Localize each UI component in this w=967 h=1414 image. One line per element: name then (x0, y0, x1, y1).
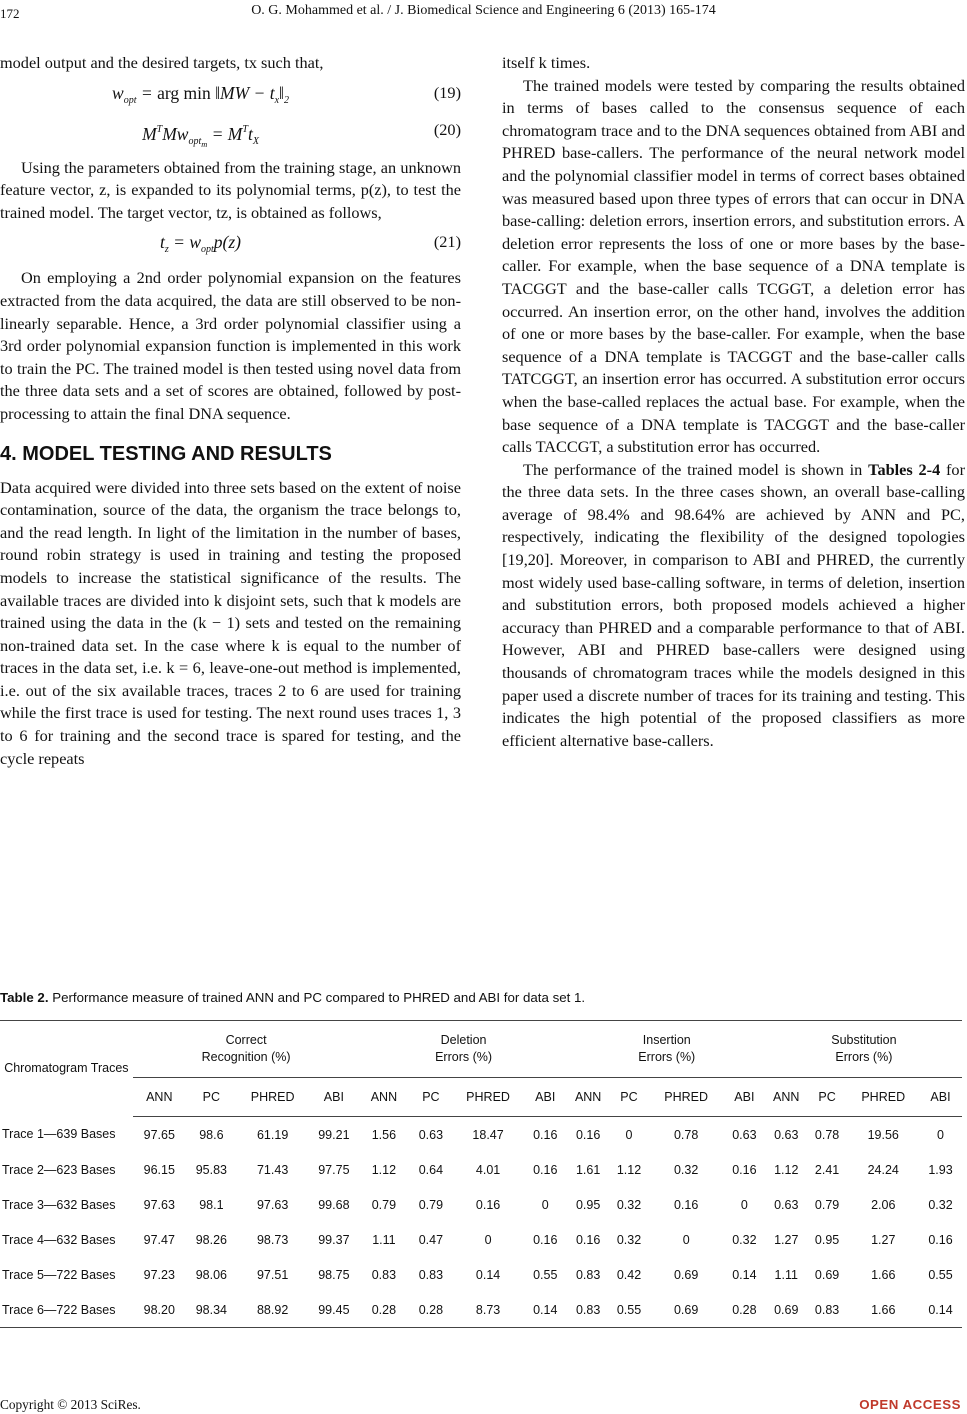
table-cell: 0 (682, 1232, 690, 1247)
table-cell: 0.28 (359, 1292, 408, 1328)
table-row (0, 1257, 962, 1292)
group-line: Recognition (%) (201, 1050, 291, 1064)
sub-header: PC (609, 1078, 650, 1117)
column-group-header (766, 1021, 962, 1078)
table-cell: 0.28 (723, 1292, 766, 1328)
table-row (0, 1222, 962, 1257)
table-cell: 0.16 (732, 1162, 757, 1177)
group-line: Insertion (642, 1033, 691, 1047)
table-cell: 0.14 (523, 1292, 568, 1328)
sub-header: ABI (523, 1078, 568, 1117)
trace-label: Trace 2—623 Bases (2, 1162, 116, 1177)
table-cell: 0.95 (575, 1197, 601, 1212)
group-line: Deletion (440, 1033, 487, 1047)
equation-number: (21) (433, 232, 461, 252)
table-cell: 1.27 (774, 1232, 799, 1247)
table-cell: 0.16 (475, 1197, 501, 1212)
table-cell: 2.41 (814, 1162, 840, 1177)
group-line: Correct (225, 1033, 267, 1047)
table-cell: 99.37 (318, 1232, 350, 1247)
table-cell: 1.66 (871, 1267, 896, 1282)
table-cell: 0.32 (673, 1162, 699, 1177)
table-cell: 0.63 (774, 1197, 799, 1212)
sub-header: PHRED (649, 1078, 723, 1117)
table-cell: 1.11 (774, 1267, 798, 1282)
open-access-label: OPEN ACCESS (859, 1397, 961, 1412)
table-cell: 98.06 (195, 1267, 227, 1282)
table-cell: 97.47 (143, 1232, 175, 1247)
table-cell: 0.32 (732, 1232, 757, 1247)
section-heading: 4. MODEL TESTING AND RESULTS (0, 442, 332, 465)
table-cell: 0.16 (928, 1232, 953, 1247)
equation-20 (0, 112, 461, 149)
equation-19 (0, 75, 461, 112)
group-line: Substitution (831, 1033, 897, 1047)
right-column (502, 52, 965, 752)
table-cell: 99.21 (318, 1127, 350, 1142)
table-row (0, 1117, 962, 1153)
trace-label: Trace 5—722 Bases (2, 1267, 116, 1282)
table-cell: 0.16 (575, 1232, 601, 1247)
table-cell: 97.63 (256, 1197, 289, 1212)
table-cell: 0.14 (475, 1267, 501, 1282)
group-line: Errors (%) (638, 1050, 696, 1064)
paragraph-text: The performance of the trained model is shown in (523, 459, 869, 479)
table-cell: 97.51 (256, 1267, 289, 1282)
table-cell: 0.32 (616, 1197, 642, 1212)
group-line: Errors (%) (835, 1050, 893, 1064)
sub-header: ABI (723, 1078, 766, 1117)
table-cell: 98.26 (195, 1232, 227, 1247)
table-cell: 0.78 (673, 1127, 699, 1142)
column-group-header (359, 1021, 567, 1078)
table-cell: 0.69 (814, 1267, 840, 1282)
table-cell: 98.75 (318, 1267, 350, 1282)
table-cell: 0.79 (418, 1197, 444, 1212)
table-cell: 97.75 (318, 1162, 350, 1177)
table-cell: 24.24 (867, 1162, 899, 1177)
table-cell: 0.63 (732, 1127, 757, 1142)
table-reference-link[interactable]: Tables 2-4 (868, 459, 941, 479)
table-cell: 18.47 (472, 1127, 504, 1142)
table-cell: 61.19 (256, 1127, 289, 1142)
results-table-container (0, 1020, 962, 1328)
equation-number: (19) (433, 82, 461, 102)
table-cell: 0 (937, 1127, 944, 1142)
table-cell: 0.69 (673, 1267, 699, 1282)
table-cell: 2.06 (871, 1197, 896, 1212)
table-body (0, 1117, 962, 1328)
sub-header: PHRED (453, 1078, 522, 1117)
paragraph: Data acquired were divided into three sets based on the extent of noise contamination, source of the data, the organism the trace belongs to, and the read length. In light of the limitation in the number of bases, round robin strategy is used in training and testing the proposed models to increase the statistical significance of the results. The available traces are divided into k disjoint sets, such that k models are trained using the data in the (k − 1) sets and tested on the remaining non-trained data set. In the case where k is equal to the number of traces in the data set, i.e. k = 6, leave-one-out method is implemented, i.e. out of the six available traces, traces 2 to 6 are used for training while the first trace is used for testing. The next round uses traces 1, 3 to 6 for training and the second trace is spared for testing, and the cycle repeats (0, 477, 461, 768)
table-cell: 0.42 (616, 1267, 642, 1282)
table-cell: 0.83 (371, 1267, 397, 1282)
table-cell: 1.11 (372, 1232, 396, 1247)
paragraph (502, 459, 965, 753)
copyright: Copyright © 2013 SciRes. (0, 1397, 141, 1412)
table-cell: 0.28 (408, 1292, 453, 1328)
trace-label: Trace 3—632 Bases (2, 1197, 116, 1212)
table-cell: 1.56 (371, 1127, 397, 1142)
table-cell: 96.15 (143, 1162, 175, 1177)
table-cell: 98.20 (133, 1292, 186, 1328)
paragraph: Using the parameters obtained from the training stage, an unknown feature vector, z, is expanded to its polynomial terms, p(z), to test the trained model. The target vector, tz, is obtained as follows, (0, 157, 461, 222)
table-cell: 0.63 (774, 1127, 799, 1142)
table-cell: 0.16 (575, 1127, 601, 1142)
table-cell: 0.63 (418, 1127, 444, 1142)
table-cell: 0.32 (928, 1197, 953, 1212)
table-cell: 0 (625, 1127, 633, 1142)
equation-expression: $M^TMw_{opt_m} = M^Tt_X$ (142, 123, 259, 149)
table-cell: 98.1 (199, 1197, 224, 1212)
sub-header: ABI (919, 1078, 962, 1117)
table-cell: 0.78 (814, 1127, 840, 1142)
table-cell: 1.61 (575, 1162, 601, 1177)
table-cell: 71.43 (256, 1162, 289, 1177)
table-caption (0, 990, 585, 1005)
paragraph: itself k times. (502, 53, 591, 72)
paragraph: The trained models were tested by comparing the results obtained in terms of bases called to the consensus sequence of each chromatogram trace and to the DNA sequences obtained from ABI and PHRED base-callers. The performance of the neural network model and the polynomial classifier model in terms of correct bases obtained was measured based upon three types of errors that can occur in DNA base-calling: deletion errors, insertion errors, and substitution errors. A deletion error represents the loss of one or more bases by the base-caller. For example, when the base sequence of a DNA template is TACGGT and the base-caller calls TCGGT, a deletion error has occurred. An insertion error, on the other hand, involves the addition of one or more bases by the base-caller. For example, when the base sequence of a DNA template is TACGGT and the base-caller calls TATCGGT, an insertion error has occurred. A substitution error occurs when the base-called replaces the actual base. For example, when the base sequence of a DNA template is TACGGT and the base-caller calls TACCGT, a substitution error has occurred. (502, 75, 965, 457)
table-cell: 0.32 (616, 1232, 642, 1247)
paragraph: On employing a 2nd order polynomial expansion on the features extracted from the data acquired, the data are still observed to be non-linearly separable. Hence, a 3rd order polynomial classifier using a 3rd order polynomial expansion function is implemented in this work to train the PC. The trained model is then tested using novel data from the three data sets and a set of scores are obtained, followed by post-processing to attain the final DNA sequence. (0, 268, 461, 423)
table-cell: 0.16 (533, 1127, 558, 1142)
table-cell: 0.69 (649, 1292, 723, 1328)
running-head: O. G. Mohammed et al. / J. Biomedical Science and Engineering 6 (2013) 165-174 (251, 3, 716, 18)
table-cell: 19.56 (867, 1127, 899, 1142)
table-cell: 0.83 (575, 1267, 601, 1282)
table-row (0, 1152, 962, 1187)
table-cell: 88.92 (237, 1292, 308, 1328)
trace-label: Trace 4—632 Bases (2, 1232, 116, 1247)
equation-number: (20) (433, 119, 461, 139)
table-cell: 0.16 (533, 1162, 558, 1177)
table-cell: 0.14 (732, 1267, 757, 1282)
table-cell: 1.27 (871, 1232, 896, 1247)
table-cell: 0.79 (371, 1197, 397, 1212)
table-cell: 0 (541, 1197, 549, 1212)
sub-header: PHRED (848, 1078, 919, 1117)
table-cell: 0.64 (418, 1162, 444, 1177)
table-cell: 97.23 (143, 1267, 175, 1282)
table-cell: 98.73 (256, 1232, 289, 1247)
sub-header: ABI (308, 1078, 359, 1117)
sub-header: PC (186, 1078, 237, 1117)
paragraph: model output and the desired targets, tx such that, (0, 53, 324, 72)
table-cell: 8.73 (453, 1292, 522, 1328)
table-cell: 0.55 (533, 1267, 558, 1282)
table-cell: 4.01 (475, 1162, 501, 1177)
sub-header: PC (807, 1078, 848, 1117)
left-column (0, 52, 461, 770)
table-cell: 0 (740, 1197, 748, 1212)
sub-header: PC (408, 1078, 453, 1117)
paragraph-text: for the three data sets. In the three cases shown, an overall base-calling average of 98.4% and 98.64% are achieved by ANN and PC, respectively, indicating the flexibility of the designed topologies [19,20]. Moreover, in comparison to ABI and PHRED, the currently most widely used base-calling software, in terms of deletion, insertion and substitution errors, both proposed models achieved a higher accuracy than PHRED and a comparable performance to that of ABI. However, ABI and PHRED base-callers were designed using thousands of chromatogram traces while the models designed in this paper used a discrete number of traces for its training and testing. This indicates the high potential of the proposed classifiers as more efficient alternative base-callers. (502, 459, 965, 750)
table-row (0, 1187, 962, 1222)
table-cell: 1.12 (616, 1162, 642, 1177)
group-line: Errors (%) (435, 1050, 493, 1064)
equation-expression: $w_{opt}$ = arg min ‖MW − $t_x‖_2$ (112, 82, 289, 106)
table-cell: 0.83 (568, 1292, 609, 1328)
equation-expression: $t_z = w_{opt}p(z)$ (159, 232, 241, 256)
table-cell: 0.14 (919, 1292, 962, 1328)
table-cell: 0.69 (766, 1292, 807, 1328)
table-cell: 0.16 (533, 1232, 558, 1247)
table-cell: 0.79 (814, 1197, 840, 1212)
column-header-traces: Chromatogram Traces (0, 1021, 133, 1117)
table-cell: 99.45 (308, 1292, 359, 1328)
results-table (0, 1020, 962, 1328)
table-caption-text: Performance measure of trained ANN and PC compared to PHRED and ABI for data set 1. (48, 990, 586, 1005)
equation-21 (0, 224, 461, 261)
table-cell: 99.68 (318, 1197, 350, 1212)
table-cell: 1.12 (774, 1162, 799, 1177)
table-cell: 97.63 (143, 1197, 175, 1212)
sub-header: ANN (766, 1078, 807, 1117)
table-cell: 0.95 (814, 1232, 840, 1247)
table-cell: 95.83 (195, 1162, 227, 1177)
trace-label: Trace 1—639 Bases (2, 1127, 116, 1142)
table-row (0, 1292, 962, 1328)
table-cell: 98.34 (186, 1292, 237, 1328)
table-cell: 1.12 (371, 1162, 397, 1177)
table-cell: 1.93 (928, 1162, 953, 1177)
table-cell: 0.83 (418, 1267, 444, 1282)
table-cell: 0.16 (673, 1197, 699, 1212)
table-caption-label: Table 2. (0, 990, 49, 1005)
sub-header: ANN (568, 1078, 609, 1117)
table-cell: 0.55 (609, 1292, 650, 1328)
sub-header: PHRED (237, 1078, 308, 1117)
table-cell: 97.65 (143, 1127, 175, 1142)
sub-header: ANN (133, 1078, 186, 1117)
column-group-header (568, 1021, 766, 1078)
trace-label: Trace 6—722 Bases (0, 1292, 133, 1328)
page-number: 172 (0, 6, 20, 21)
table-cell: 0.83 (807, 1292, 848, 1328)
table-cell: 98.6 (199, 1127, 224, 1142)
table-cell: 0 (484, 1232, 492, 1247)
table-cell: 0.55 (928, 1267, 953, 1282)
sub-header: ANN (359, 1078, 408, 1117)
column-group-header (133, 1021, 360, 1078)
table-cell: 1.66 (848, 1292, 919, 1328)
table-cell: 0.47 (418, 1232, 444, 1247)
